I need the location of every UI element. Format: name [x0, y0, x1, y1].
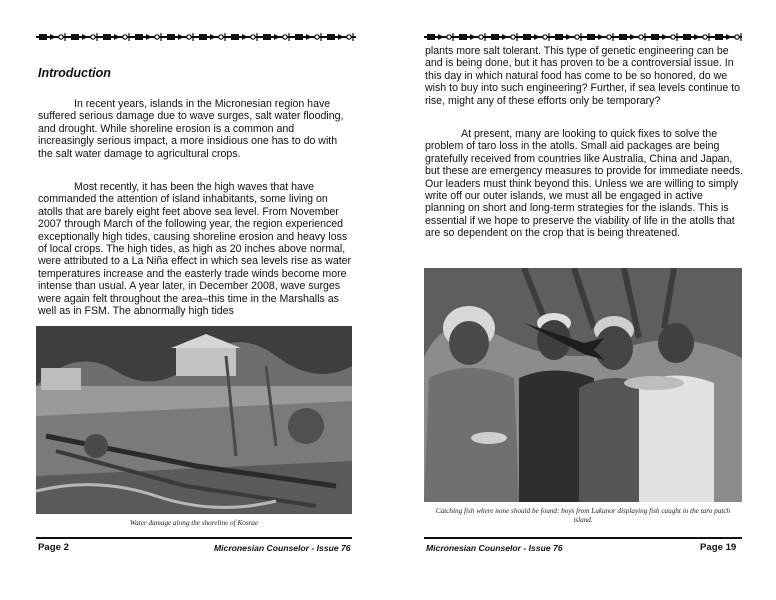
paragraph: plants more salt tolerant. This type of genetic engineering can be and is being done, but it has proven to be a controversial issue. In this day in which natural food has come to be so honored, do we wish to buy into such engineering? Further, if sea levels continue to rise, might any of these efforts only be temporary?: [425, 45, 741, 107]
ornament-border-top-right: [424, 32, 742, 42]
right-page: [388, 0, 776, 600]
footer-rule: [424, 537, 742, 539]
page-number: Page 2: [38, 542, 69, 553]
photo-caption: Catching fish where none should be found: boys from Lukunor displaying fish caught in the taro patch island.: [435, 507, 731, 524]
ornament-border-top-left: [36, 32, 356, 42]
page-number: Page 19: [700, 542, 737, 553]
paragraph: At present, many are looking to quick fixes to solve the problem of taro loss in the atolls. Small aid packages are being gratefully received from countries like Australia, China and Japan, but these are emergency measures to provide for immediate needs. Our leaders must think beyond this. Unless we are willing to simply write off our outer islands, we must all be engaged in active planning on short and long-term strategies for the islands. This is essential if we hope to preserve the viability of life in the atolls that are so dependent on the crop that is being threatened.: [425, 128, 743, 240]
publication-title: Micronesian Counselor - Issue 76: [426, 543, 563, 553]
footer-rule: [36, 537, 352, 539]
section-heading: Introduction: [38, 66, 111, 80]
paragraph: In recent years, islands in the Micronesian region have suffered serious damage due to wave surges, salt water flooding, and drought. While shoreline erosion is a common and increasingly serious impact, a more insidious one has to do with the salt water damage to agricultural crops.: [38, 98, 344, 160]
photo-caption: Water damage along the shoreline of Kosrae: [129, 519, 259, 527]
fish-catch-photo: [424, 268, 742, 502]
shoreline-damage-photo: [36, 326, 352, 514]
publication-title: Micronesian Counselor - Issue 76: [214, 543, 351, 553]
paragraph: Most recently, it has been the high waves that have commanded the attention of island inhabitants, some living on atolls that are barely eight feet above sea level. From November 2007 through March of the following year, the region experienced exceptionally high tides, causing shoreline erosion and heavy loss of local crops. The high tides, as high as 20 inches above normal, were attributed to a La Niña effect in which sea levels rise as water temperatures increase and the easterly trade winds become more intense than usual. A year later, in December 2008, wave surges were again felt throughout the area–this time in the Marshalls as well as in FSM. The abnormally high tides: [38, 181, 352, 318]
